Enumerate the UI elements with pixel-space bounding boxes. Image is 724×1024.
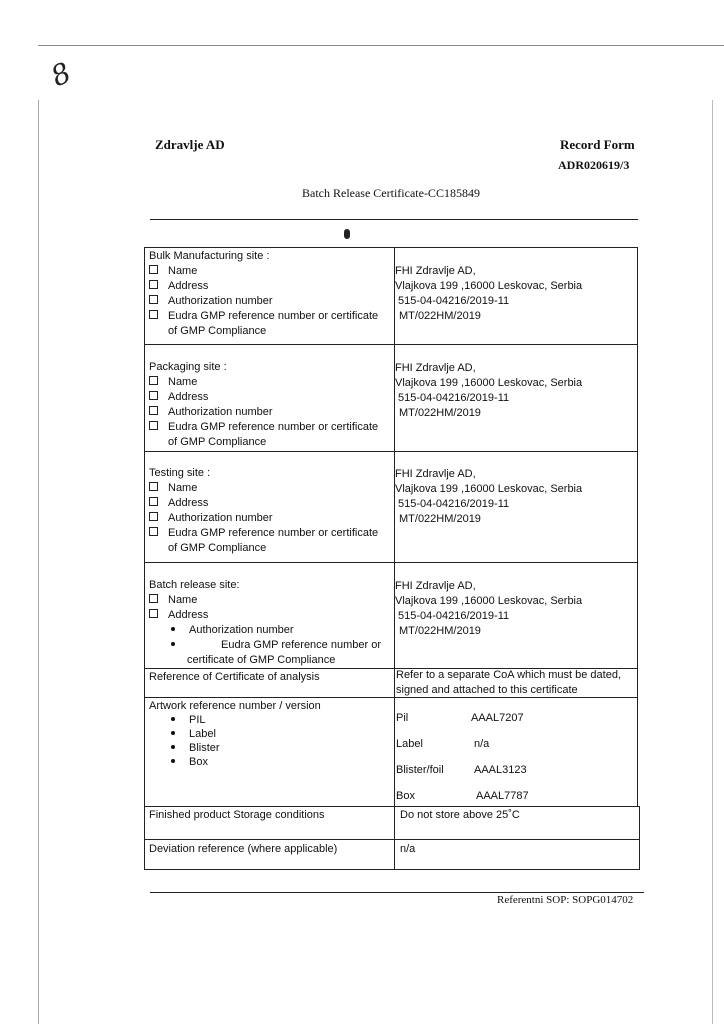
packaging-value-name: FHI Zdravlje AD, [395,362,476,374]
company-name: Zdravlje AD [155,137,225,152]
testing-value-eudra: MT/022HM/2019 [399,513,481,525]
release-item-eudra-cont: certificate of GMP Compliance [187,654,336,666]
item-label: Eudra GMP reference number or certificate [168,527,379,539]
artwork-item-label [149,727,321,741]
item-label: Eudra GMP reference number or certificate [168,421,379,433]
packaging-value-authorization: 515-04-04216/2019-11 [398,392,510,404]
testing-item-authorization [149,511,378,526]
packaging-item-eudra-cont: of GMP Compliance [168,436,267,448]
release-item-authorization [149,623,381,638]
deviation-label: Deviation reference (where applicable) [149,843,338,855]
item-label: Authorization number [189,624,294,636]
bulk-site-right [395,264,582,324]
scan-right-edge [712,100,713,1024]
item-label: Label [189,728,216,740]
bulk-item-eudra [149,309,378,324]
form-type: Record Form [560,137,635,152]
item-label: Address [168,497,209,509]
checkbox-icon [149,265,158,274]
packaging-site-right [395,361,582,421]
testing-item-eudra [149,526,378,541]
footer-rule [150,892,644,893]
certificate-title: Batch Release Certificate-CC185849 [302,186,480,200]
release-value-authorization: 515-04-04216/2019-11 [398,610,510,622]
release-site-right [395,579,582,639]
bullet-icon [171,731,175,735]
scan-left-edge [38,100,39,1024]
checkbox-icon [149,280,158,289]
bulk-value-authorization: 515-04-04216/2019-11 [398,295,510,307]
item-label: Address [168,391,209,403]
bulk-site-title: Bulk Manufacturing site : [149,250,270,262]
artwork-ref-label-value: n/a [474,738,490,750]
sop-reference: Referentni SOP: SOPG014702 [497,894,634,906]
item-label: Address [168,609,209,621]
ink-blot [344,229,350,239]
testing-site-right [395,467,582,527]
artwork-item-pil [149,713,321,727]
bullet-icon [171,627,175,631]
deviation-value: n/a [400,843,416,855]
artwork-ref-blister-name: Blister/foil [396,764,444,776]
item-label: Authorization number [168,406,273,418]
packaging-site-left [149,360,378,450]
bullet-icon [171,717,175,721]
artwork-ref-pil-name: Pil [396,712,409,724]
row-divider-1 [144,344,638,345]
packaging-site-title: Packaging site : [149,361,227,373]
coa-label: Reference of Certificate of analysis [149,671,320,683]
item-label: Authorization number [168,512,273,524]
row-divider-3 [144,562,638,563]
release-item-address [149,608,381,623]
item-label: Name [168,265,198,277]
checkbox-icon [149,406,158,415]
bulk-item-address [149,279,378,294]
item-label: Name [168,376,198,388]
item-label: Eudra GMP reference number or certificate [168,310,379,322]
storage-label: Finished product Storage conditions [149,809,325,821]
item-label: Eudra GMP reference number or [221,639,381,651]
testing-site-left [149,466,378,556]
release-item-eudra [149,638,381,653]
checkbox-icon [149,421,158,430]
bullet-icon [171,759,175,763]
item-label: Name [168,482,198,494]
bulk-value-eudra: MT/022HM/2019 [399,310,481,322]
column-divider [394,247,395,870]
testing-site-title: Testing site : [149,467,211,479]
testing-value-address: Vlajkova 199 ,16000 Leskovac, Serbia [395,483,583,495]
artwork-label: Artwork reference number / version [149,700,321,712]
release-value-name: FHI Zdravlje AD, [395,580,476,592]
bulk-item-authorization [149,294,378,309]
table-left-lower [144,806,145,870]
item-label: PIL [189,714,206,726]
row-divider-8 [144,869,640,870]
artwork-item-box [149,755,321,769]
checkbox-icon [149,594,158,603]
checkbox-icon [149,376,158,385]
release-value-address: Vlajkova 199 ,16000 Leskovac, Serbia [395,595,583,607]
release-site-left [149,578,381,668]
handwritten-mark: 8 [45,55,76,94]
bulk-item-eudra-cont: of GMP Compliance [168,325,267,337]
testing-value-name: FHI Zdravlje AD, [395,468,476,480]
coa-value [396,668,621,698]
packaging-item-eudra [149,420,378,435]
row-divider-2 [144,451,638,452]
bulk-value-name: FHI Zdravlje AD, [395,265,476,277]
row-divider-6 [144,806,640,807]
item-label: Box [189,756,208,768]
coa-value-line1: Refer to a separate CoA which must be dated, [396,669,622,681]
checkbox-icon [149,310,158,319]
release-site-title: Batch release site: [149,579,240,591]
artwork-left [149,699,321,769]
artwork-ref-label-name: Label [396,738,423,750]
table-right-lower [639,806,640,870]
bulk-value-address: Vlajkova 199 ,16000 Leskovac, Serbia [395,280,583,292]
checkbox-icon [149,497,158,506]
item-label: Authorization number [168,295,273,307]
release-value-eudra: MT/022HM/2019 [399,625,481,637]
checkbox-icon [149,527,158,536]
artwork-item-blister [149,741,321,755]
bullet-icon [171,642,175,646]
release-item-name [149,593,381,608]
bullet-icon [171,745,175,749]
artwork-ref-box-value: AAAL7787 [476,790,529,802]
storage-value: Do not store above 25˚C [400,809,520,821]
artwork-ref-blister-value: AAAL3123 [474,764,527,776]
coa-value-line2: signed and attached to this certificate [396,684,578,696]
packaging-item-name [149,375,378,390]
checkbox-icon [149,512,158,521]
packaging-value-address: Vlajkova 199 ,16000 Leskovac, Serbia [395,377,583,389]
testing-item-eudra-cont: of GMP Compliance [168,542,267,554]
bulk-item-name [149,264,378,279]
checkbox-icon [149,482,158,491]
scan-top-edge [38,45,724,46]
checkbox-icon [149,391,158,400]
checkbox-icon [149,295,158,304]
artwork-ref-box-name: Box [396,790,415,802]
testing-item-address [149,496,378,511]
packaging-item-authorization [149,405,378,420]
item-label: Name [168,594,198,606]
checkbox-icon [149,609,158,618]
testing-value-authorization: 515-04-04216/2019-11 [398,498,510,510]
item-label: Blister [189,742,220,754]
bulk-site-left [149,249,378,339]
packaging-item-address [149,390,378,405]
packaging-value-eudra: MT/022HM/2019 [399,407,481,419]
artwork-ref-pil-value: AAAL7207 [471,712,524,724]
testing-item-name [149,481,378,496]
row-divider-7 [144,839,640,840]
header-rule [150,219,638,220]
form-code: ADR020619/3 [558,158,630,172]
item-label: Address [168,280,209,292]
